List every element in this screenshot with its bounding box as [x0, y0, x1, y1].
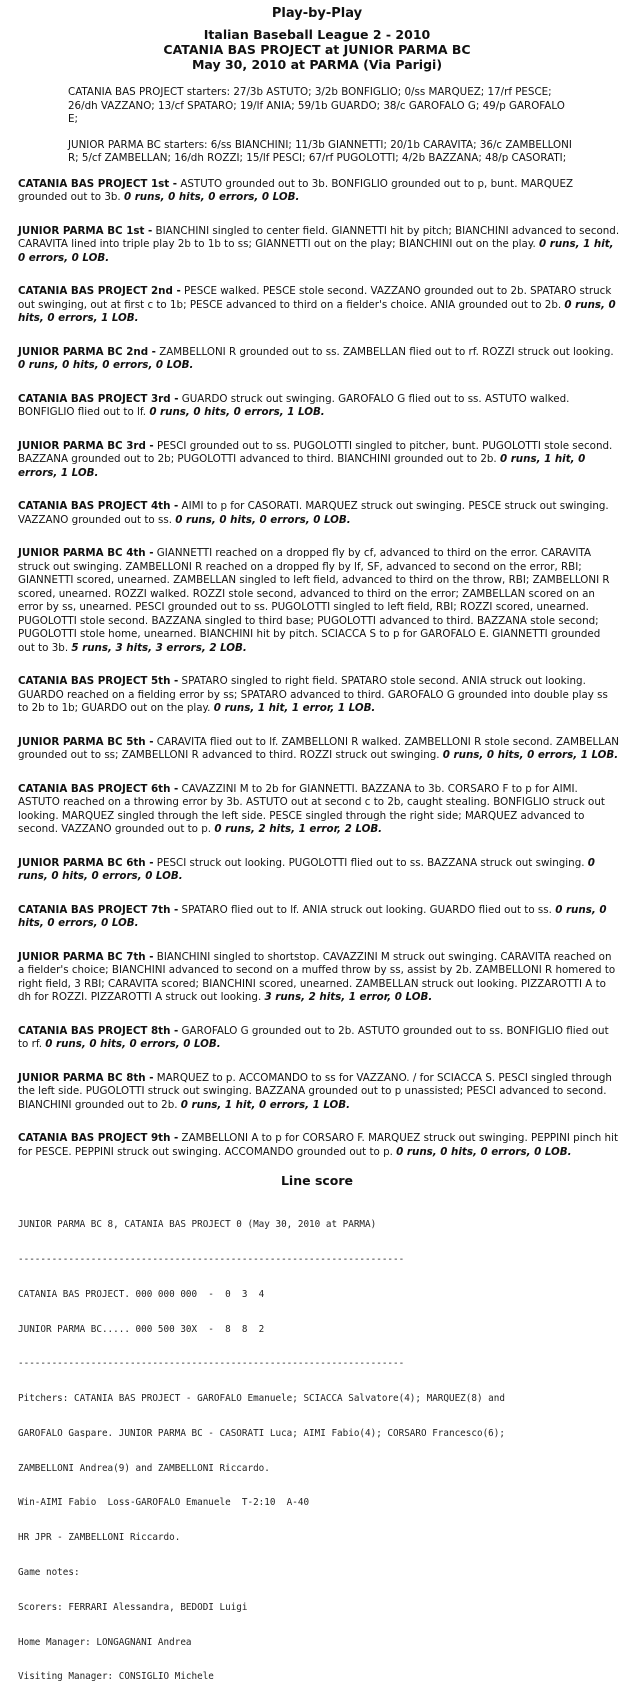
- inning-label: JUNIOR PARMA BC 1st -: [18, 224, 153, 237]
- play-text: GAROFALO G grounded out to 2b. ASTUTO grounded out to ss. BONFIGLIO flied out to rf.: [18, 1024, 609, 1050]
- line-score-line: CATANIA BAS PROJECT. 000 000 000 - 0 3 4: [18, 1288, 265, 1300]
- play-text: GIANNETTI reached on a dropped fly by cf, advanced to third on the error. CARAVITA struck out swinging. ZAMBELLONI R reached on a dropped fly by lf, SF, advanced to second on the error, RBI; GIANNETTI scored, unearned. ZAMBELLAN singled to left field, advanced to third on the throw, RBI; ZAMBELLONI R scored, unearned. ROZZI walked. ROZZI stole second, advanced to third on the error; ZAMBELLAN scored on an error by ss, unearned. PESCI grounded out to ss. PUGOLOTTI singled to left field, RBI; ROZZI scored, unearned. PUGOLOTTI stole second. BAZZANA singled to third base; PUGOLOTTI advanced to third. BAZZANA stole second; PUGOLOTTI stole home, unearned. BIANCHINI hit by pitch. SCIACCA S to p for GAROFALO E. GIANNETTI grounded out to 3b.: [18, 547, 610, 654]
- inning-label: JUNIOR PARMA BC 6th -: [18, 856, 154, 869]
- inning-label: CATANIA BAS PROJECT 7th -: [18, 903, 179, 916]
- inning-summary: 0 runs, 2 hits, 1 error, 2 LOB.: [214, 823, 383, 835]
- inning-summary: 0 runs, 1 hit, 0 errors, 1 LOB.: [180, 1098, 351, 1111]
- line-score-line: GAROFALO Gaspare. JUNIOR PARMA BC - CASORATI Luca; AIMI Fabio(4); CORSARO Francesco(6);: [18, 1427, 505, 1439]
- inning-summary: 0 runs, 0 hits, 0 errors, 0 LOB.: [18, 903, 607, 929]
- inning-label: CATANIA BAS PROJECT 9th -: [18, 1132, 179, 1144]
- inning-play: [18, 783, 620, 837]
- line-score-line: JUNIOR PARMA BC..... 000 500 30X - 8 8 2: [18, 1323, 265, 1335]
- play-text: GUARDO struck out swinging. GAROFALO G flied out to ss. ASTUTO walked. BONFIGLIO flied out to lf.: [18, 392, 570, 418]
- inning-summary: 0 runs, 1 hit, 1 error, 1 LOB.: [213, 702, 376, 714]
- inning-summary: 0 runs, 0 hits, 0 errors, 0 LOB.: [18, 359, 194, 371]
- inning-label: CATANIA BAS PROJECT 5th -: [18, 675, 179, 687]
- line-score-line: HR JPR - ZAMBELLONI Riccardo.: [18, 1532, 181, 1544]
- game-date-place: May 30, 2010 at PARMA (Via Parigi): [191, 57, 443, 72]
- play-text: SPATARO singled to right field. SPATARO stole second. ANIA struck out looking. GUARDO reached on a fielding error by ss; SPATARO advanced to third. GAROFALO G grounded into double play ss to 2b to 1b; GUARDO out on the play.: [18, 675, 608, 714]
- inning-summary: 0 runs, 0 hits, 0 errors, 1 LOB.: [442, 749, 619, 761]
- play-text: CARAVITA flied out to lf. ZAMBELLONI R walked. ZAMBELLONI R stole second. ZAMBELLAN grounded out to ss; ZAMBELLONI R advanced to third. ROZZI struck out swinging.: [18, 735, 619, 761]
- play-text: AIMI to p for CASORATI. MARQUEZ struck out swinging. PESCE struck out swinging. VAZZANO grounded out to ss.: [18, 500, 609, 526]
- divider-line: ---------------------------------------------------------------------: [18, 1253, 405, 1265]
- inning-label: JUNIOR PARMA BC 8th -: [18, 1071, 154, 1084]
- play-text: BIANCHINI singled to center field. GIANNETTI hit by pitch; BIANCHINI advanced to second. CARAVITA lined into triple play 2b to 1b to ss; GIANNETTI out on the play; BIANCHINI out on the play.: [18, 224, 620, 250]
- inning-play: [18, 736, 620, 763]
- inning-play: [18, 1072, 620, 1113]
- inning-summary: 0 runs, 0 hits, 0 errors, 0 LOB.: [18, 856, 595, 882]
- inning-play: [18, 393, 620, 420]
- inning-label: CATANIA BAS PROJECT 6th -: [18, 782, 179, 795]
- inning-label: JUNIOR PARMA BC 4th -: [18, 547, 154, 559]
- inning-label: CATANIA BAS PROJECT 4th -: [18, 500, 179, 512]
- line-score-line: ZAMBELLONI Andrea(9) and ZAMBELLONI Riccardo.: [18, 1462, 270, 1474]
- inning-play: [18, 500, 620, 527]
- document-header: [0, 0, 634, 72]
- inning-play: [18, 225, 620, 266]
- inning-play: [18, 951, 620, 1005]
- play-text: ASTUTO grounded out to 3b. BONFIGLIO grounded out to p, bunt. MARQUEZ grounded out to 3b.: [18, 177, 574, 203]
- line-score-block: [18, 1196, 634, 1695]
- line-score-line: Win-AIMI Fabio Loss-GAROFALO Emanuele T-2:10 A-40: [18, 1497, 310, 1509]
- inning-summary: 0 runs, 0 hits, 0 errors, 0 LOB.: [396, 1145, 572, 1158]
- page-title: Play-by-Play: [271, 6, 363, 21]
- inning-label: CATANIA BAS PROJECT 1st -: [18, 177, 178, 190]
- line-score-line: JUNIOR PARMA BC 8, CATANIA BAS PROJECT 0 (May 30, 2010 at PARMA): [18, 1219, 377, 1231]
- home-starters: JUNIOR PARMA BC starters: 6/ss BIANCHINI; 11/3b GIANNETTI; 20/1b CARAVITA; 36/c ZAMBELLONI R; 5/cf ZAMBELLAN; 16/dh ROZZI; 15/lf PESCI; 67/rf PUGOLOTTI; 4/2b BAZZANA; 48/p CASORATI;: [68, 138, 572, 164]
- divider-line: ---------------------------------------------------------------------: [18, 1358, 405, 1370]
- inning-play: [18, 1025, 620, 1052]
- line-score-line: Pitchers: CATANIA BAS PROJECT - GAROFALO Emanuele; SCIACCA Salvatore(4); MARQUEZ(8) and: [18, 1393, 505, 1405]
- inning-play: [18, 178, 620, 205]
- inning-play: [18, 857, 620, 884]
- play-text: PESCI struck out looking. PUGOLOTTI flied out to ss. BAZZANA struck out swinging.: [153, 856, 588, 869]
- inning-play: [18, 285, 620, 326]
- inning-play: [18, 547, 620, 655]
- inning-summary: 0 runs, 1 hit, 0 errors, 0 LOB.: [18, 238, 614, 264]
- starters-section: [68, 86, 574, 166]
- inning-play: [18, 440, 620, 481]
- inning-label: JUNIOR PARMA BC 3rd -: [18, 439, 154, 452]
- play-text: MARQUEZ to p. ACCOMANDO to ss for VAZZANO. / for SCIACCA S. PESCI singled through the left side. PUGOLOTTI struck out swinging. BAZZANA grounded out to p unassisted; PESCI advanced to second. BIANCHINI grounded out to 2b.: [18, 1071, 612, 1111]
- play-text: PESCE walked. PESCE stole second. VAZZANO grounded out to 2b. SPATARO struck out swinging, out at first c to 1b; PESCE advanced to third on a fielder's choice. ANIA grounded out to 2b.: [18, 285, 612, 311]
- inning-play: [18, 1132, 620, 1159]
- play-text: ZAMBELLONI R grounded out to ss. ZAMBELLAN flied out to rf. ROZZI struck out looking.: [155, 345, 614, 358]
- inning-summary: 0 runs, 0 hits, 0 errors, 1 LOB.: [18, 298, 616, 324]
- inning-label: JUNIOR PARMA BC 7th -: [18, 950, 154, 963]
- league-name: Italian Baseball League 2 - 2010: [203, 27, 431, 42]
- matchup: CATANIA BAS PROJECT at JUNIOR PARMA BC: [163, 42, 471, 57]
- line-score-line: Scorers: FERRARI Alessandra, BEDODI Luigi: [18, 1601, 248, 1613]
- inning-label: JUNIOR PARMA BC 5th -: [18, 735, 154, 748]
- inning-summary: 0 runs, 0 hits, 0 errors, 0 LOB.: [175, 513, 351, 526]
- play-text: SPATARO flied out to lf. ANIA struck out looking. GUARDO flied out to ss.: [178, 903, 556, 916]
- inning-summary: 0 runs, 0 hits, 0 errors, 0 LOB.: [123, 191, 300, 203]
- play-text: ZAMBELLONI A to p for CORSARO F. MARQUEZ struck out swinging. PEPPINI pinch hit for PESCE. PEPPINI struck out swinging. ACCOMANDO grounded out to p.: [18, 1132, 618, 1158]
- visitor-starters: CATANIA BAS PROJECT starters: 27/3b ASTUTO; 3/2b BONFIGLIO; 0/ss MARQUEZ; 17/rf PESCE; 26/dh VAZZANO; 13/cf SPATARO; 19/lf ANIA; 59/1b GUARDO; 38/c GAROFALO G; 49/p GAROFALO E;: [68, 86, 565, 125]
- inning-label: CATANIA BAS PROJECT 3rd -: [18, 392, 179, 405]
- play-text: PESCI grounded out to ss. PUGOLOTTI singled to pitcher, bunt. PUGOLOTTI stole second. BAZZANA grounded out to 2b; PUGOLOTTI advanced to third. BIANCHINI grounded out to 2b.: [18, 439, 613, 465]
- play-text: BIANCHINI singled to shortstop. CAVAZZINI M struck out swinging. CARAVITA reached on a fielder's choice; BIANCHINI advanced to second on a muffed throw by ss, assist by 2b. ZAMBELLONI R homered to right field, 3 RBI; CARAVITA scored; BIANCHINI scored, unearned. ZAMBELLAN struck out looking. PIZZAROTTI A to dh for ROZZI. PIZZAROTTI A struck out looking.: [18, 950, 616, 1003]
- inning-summary: 0 runs, 1 hit, 0 errors, 1 LOB.: [18, 453, 586, 479]
- line-score-title: Line score: [280, 1173, 354, 1188]
- inning-play: [18, 675, 620, 716]
- inning-play: [18, 346, 620, 373]
- inning-summary: 5 runs, 3 hits, 3 errors, 2 LOB.: [71, 641, 247, 654]
- play-by-play-list: [18, 178, 620, 1160]
- inning-play: [18, 904, 620, 931]
- inning-label: CATANIA BAS PROJECT 8th -: [18, 1024, 179, 1037]
- line-score-line: Game notes:: [18, 1567, 80, 1578]
- inning-summary: 0 runs, 0 hits, 0 errors, 0 LOB.: [45, 1038, 221, 1050]
- line-score-line: Home Manager: LONGAGNANI Andrea: [18, 1636, 192, 1648]
- inning-label: JUNIOR PARMA BC 2nd -: [18, 345, 156, 358]
- play-text: CAVAZZINI M to 2b for GIANNETTI. BAZZANA to 3b. CORSARO F to p for AIMI. ASTUTO reached on a throwing error by 3b. ASTUTO out at second c to 2b, caught stealing. BONFIGLIO struck out looking. MARQUEZ singled through the left side. PESCE singled through the right side; MARQUEZ advanced to second. VAZZANO grounded out to p.: [18, 782, 605, 835]
- inning-label: CATANIA BAS PROJECT 2nd -: [18, 285, 181, 297]
- line-score-line: Visiting Manager: CONSIGLIO Michele: [18, 1671, 214, 1683]
- inning-summary: 3 runs, 2 hits, 1 error, 0 LOB.: [264, 991, 433, 1003]
- inning-summary: 0 runs, 0 hits, 0 errors, 1 LOB.: [149, 406, 325, 418]
